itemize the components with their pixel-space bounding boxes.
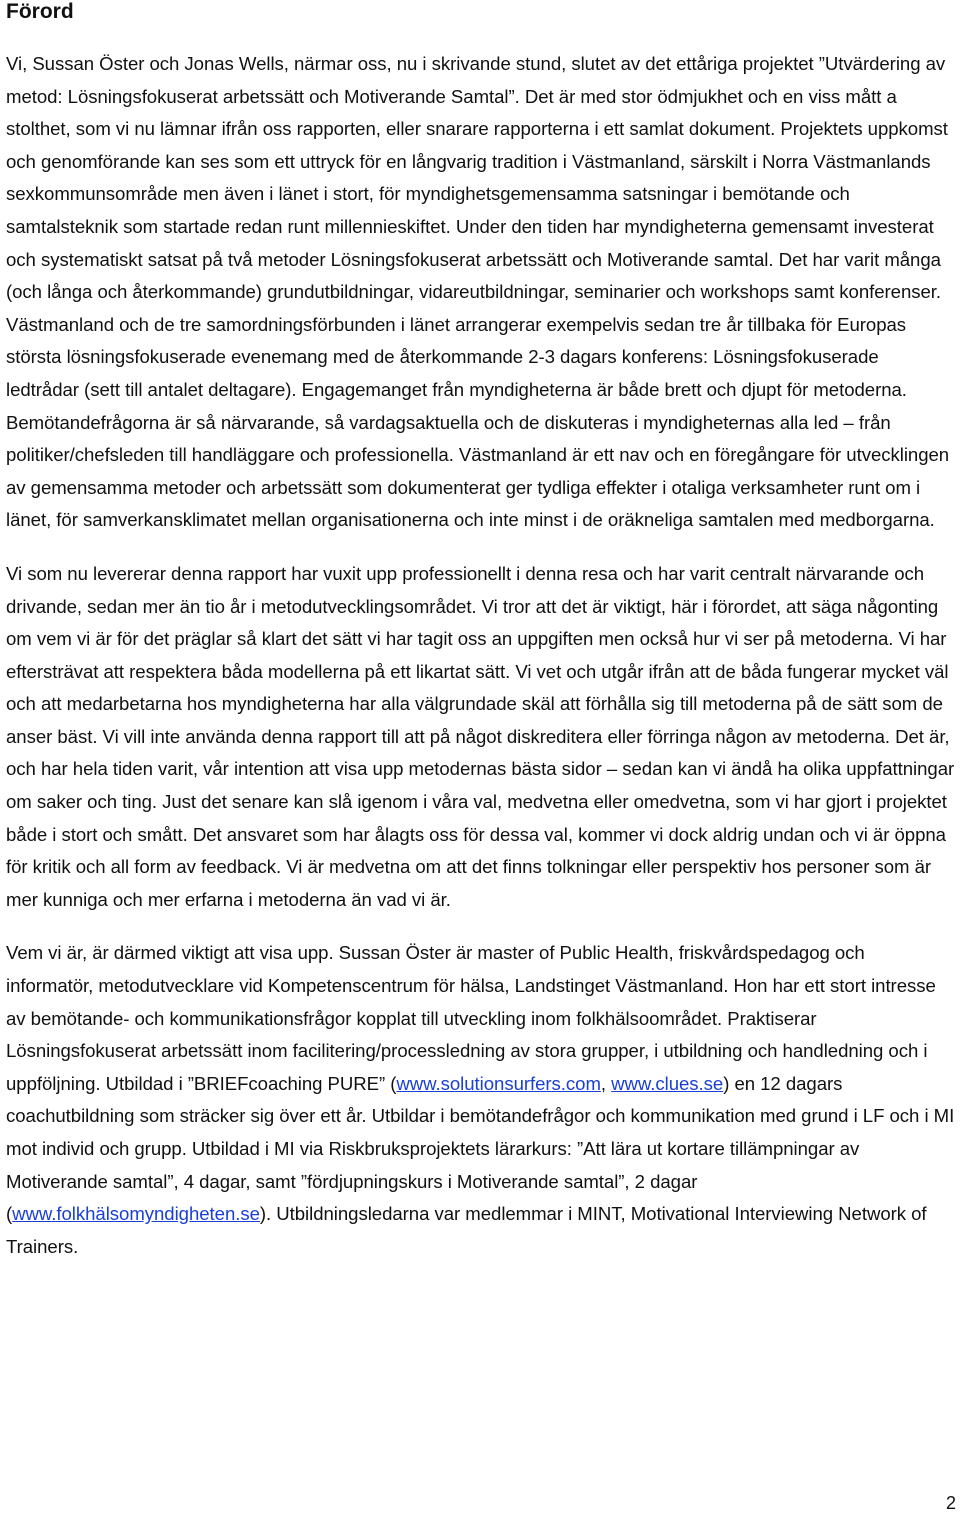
paragraph-text: ) en 12 dagars coachutbildning som sträcker sig över ett år. Utbildar i bemötandefrågor och kommunikation med grund i LF och i MI mot individ och grupp. Utbildad i MI via Riskbruksprojektets lärarkurs: ”Att lära ut kortare tillämpningar av Motiverande samtal”, 4 dagar, samt ”fördjupningskurs i Motiverande samtal”, 2 dagar ( bbox=[6, 1072, 955, 1225]
link-solutionsurfers[interactable]: www.solutionsurfers.com bbox=[396, 1072, 601, 1094]
link-folkhalsomyndigheten[interactable]: www.folkhälsomyndigheten.se bbox=[12, 1203, 260, 1225]
paragraph-text: Vi, Sussan Öster och Jonas Wells, närmar oss, nu i skrivande stund, slutet av det ettåriga projektet ”Utvärdering av metod: Lösningsfokuserat arbetssätt och Motiverande Samtal”. Det är med stor ödmjukhet och en viss mått a stolthet, som vi nu lämnar ifrån oss rapporten, eller snarare rapporterna i ett samlat dokument. Projektets uppkomst och genomförande kan ses som ett uttryck för en långvarig tradition i Västmanland, särskilt i Norra Västmanlands sexkommunsområde men även i länet i stort, för myndighetsgemensamma satsningar i bemötande och samtalsteknik som startade redan runt millennieskiftet. Under den tiden har myndigheterna gemensamt investerat och systematiskt satsat på två metoder Lösningsfokuserat arbetssätt och Motiverande samtal. Det har varit många (och långa och återkommande) grundutbildningar, vidareutbildningar, seminarier och workshops samt konferenser. Västmanland och de tre samordningsförbunden i länet arrangerar exempelvis sedan tre år tillbaka för Europas största lösningsfokuserade evenemang med de återkommande 2-3 dagars konferens: Lösningsfokuserade ledtrådar (sett till antalet deltagare). Engagemanget från myndigheterna är både brett och djupt för metoderna. Bemötandefrågorna är så närvarande, så vardagsaktuella och de diskuteras i myndigheternas alla led – från politiker/chefsleden till handläggare och professionella. Västmanland är ett nav och en föregångare för utvecklingen av gemensamma metoder och arbetssätt som dokumenterat ger tydliga effekter i otaliga verksamheter runt om i länet, för samverkansklimatet mellan organisationerna och inte minst i de oräkneliga samtalen med medborgarna. bbox=[6, 53, 950, 531]
link-clues[interactable]: www.clues.se bbox=[611, 1072, 724, 1094]
paragraph-text: Vem vi är, är därmed viktigt att visa upp. Sussan Öster är master of Public Health, friskvårdspedagog och informatör, metodutvecklare vid Kompetenscentrum för hälsa, Landstinget Västmanland. Hon har ett stort intresse av bemötande- och kommunikationsfrågor kopplat till utveckling inom folkhälsoområdet. Praktiserar Lösningsfokuserat arbetssätt inom facilitering/processledning av stora grupper, i utbildning och handledning och i uppföljning. Utbildad i ”BRIEFcoaching PURE” ( bbox=[6, 942, 936, 1094]
document-page bbox=[6, 0, 956, 1263]
paragraph-1 bbox=[6, 48, 956, 537]
paragraph-3 bbox=[6, 937, 956, 1263]
page-number: 2 bbox=[945, 1493, 956, 1513]
paragraph-text: Vi som nu levererar denna rapport har vuxit upp professionellt i denna resa och har varit centralt närvarande och drivande, sedan mer än tio år i metodutvecklingsområdet. Vi tror att det är viktigt, här i förordet, att säga någonting om vem vi är för det präglar så klart det sätt vi har tagit oss an uppgiften men också hur vi ser på metoderna. Vi har eftersträvat att respektera båda modellerna på ett likartat sätt. Vi vet och utgår ifrån att de båda fungerar mycket väl och att medarbetarna hos myndigheterna har alla välgrundade skäl att förhålla sig till metoderna på de sätt som de anser bäst. Vi vill inte använda denna rapport till att på något diskreditera eller förringa någon av metoderna. Det är, och har hela tiden varit, vår intention att visa upp metodernas bästa sidor – sedan kan vi ändå ha olika uppfattningar om saker och ting. Just det senare kan slå igenom i våra val, medvetna eller omedvetna, som vi har gjort i projektet både i stort och smått. Det ansvaret som har ålagts oss för dessa val, kommer vi dock aldrig undan och vi är öppna för kritik och all form av feedback. Vi är medvetna om att det finns tolkningar eller perspektiv hos personer som är mer kunniga och mer erfarna i metoderna än vad vi är. bbox=[6, 562, 955, 910]
page-title: Förord bbox=[6, 0, 74, 23]
paragraph-text: ). Utbildningsledarna var medlemmar i MINT, Motivational Interviewing Network of Trainers. bbox=[6, 1203, 927, 1257]
paragraph-text: , bbox=[600, 1072, 612, 1094]
paragraph-2 bbox=[6, 558, 956, 917]
